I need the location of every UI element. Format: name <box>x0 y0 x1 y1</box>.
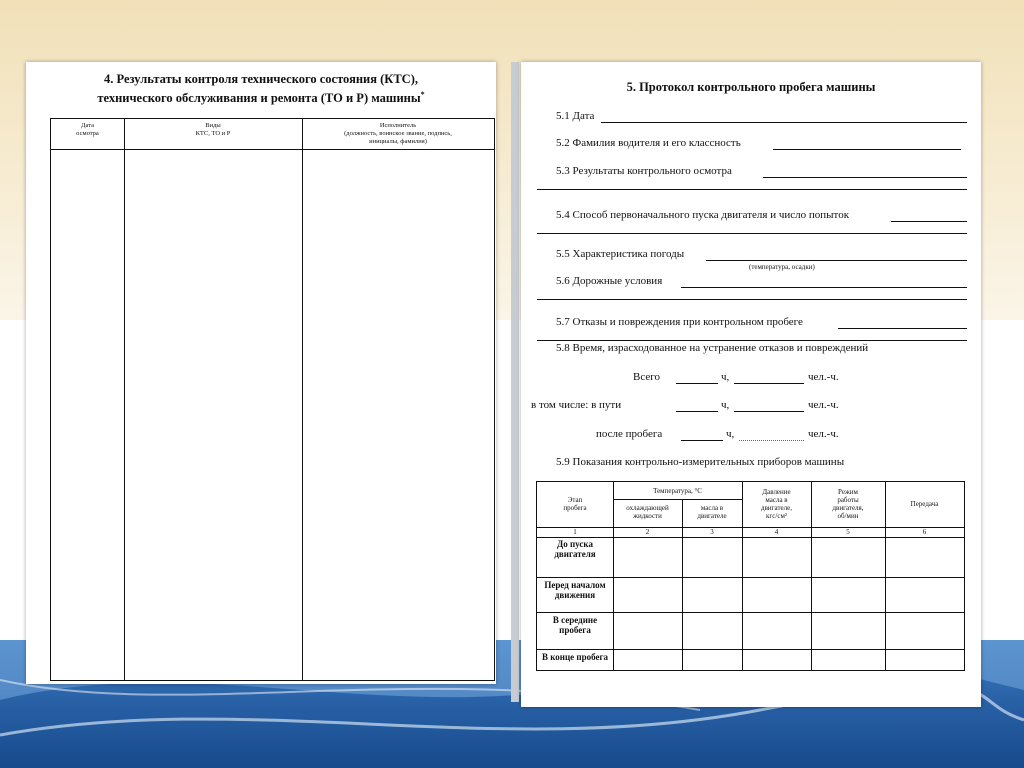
item-5-2: 5.2 Фамилия водителя и его классность <box>556 137 741 149</box>
row-end-run: В конце пробега <box>541 652 609 662</box>
header-oil-temp: масла в двигателе <box>697 504 727 520</box>
item-5-1: 5.1 Дата <box>556 110 595 122</box>
item-5-8: 5.8 Время, израсходованное на устранение отказов и повреждений <box>556 342 869 354</box>
item-5-9: 5.9 Показания контрольно-измерительных приборов машины <box>556 456 845 468</box>
item-5-7: 5.7 Отказы и повреждения при контрольном пробеге <box>556 316 803 328</box>
page-divider <box>511 62 519 702</box>
item-5-6: 5.6 Дорожные условия <box>556 275 663 287</box>
header-inspection-kind: Виды КТС, ТО и Р <box>195 122 231 137</box>
right-page-title: 5. Протокол контрольного пробега машины <box>626 80 876 94</box>
time-after-label: после пробега <box>596 428 663 440</box>
header-inspection-date: Дата осмотра <box>76 122 99 137</box>
item-5-5: 5.5 Характеристика погоды <box>556 248 685 260</box>
header-performer: Исполнитель (должность, воинское звание, подпись, инициалы, фамилия) <box>344 122 452 145</box>
header-stage: Этап пробега <box>563 496 587 512</box>
row-mid-run: В середине пробега <box>552 615 598 635</box>
time-inway-label: в том числе: в пути <box>531 399 622 411</box>
row-before-start: До пуска двигателя <box>554 539 596 559</box>
left-page-title: 4. Результаты контроля технического состояния (КТС), технического обслуживания и ремонта (ТО и Р) машины* <box>97 72 425 106</box>
instruments-table: Этап пробега Температура, °С охлаждающей жидкости масла в двигателе Давление масла в двигателе, кгс/см² Режим работы двигателя, об/мин Передача 1 2 3 4 5 6 До пуска двигателя Перед началом движения В середине пробега В конце пробега <box>536 481 965 671</box>
item-5-3: 5.3 Результаты контрольного осмотра <box>556 165 732 177</box>
header-gear: Передача <box>910 500 939 508</box>
document-page-right: 5. Протокол контрольного пробега машины 5.1 Дата 5.2 Фамилия водителя и его классность 5.3 Результаты контрольного осмотра 5.4 Способ первоначального пуска двигателя и число попыток 5.5 Характеристика погоды (температура, осадки) 5.6 Дорожные условия 5.7 Отказы и повреждения при контрольном пробеге 5.8 Время, израсходованное на устранение отказов и повреждений Всего ч, чел.-ч. в том числе: в пути ч, чел.-ч. после пробега ч, чел.-ч. 5.9 Показания контрольно-измерительных приборов машины Этап пробега Температура, °С охлаждающей жидкости масла в двигателе Давление масла в двигателе, кгс/см² Режим работы двигателя, об/мин Передача 1 2 3 4 5 6 До пуска двигателя Перед началом движения В середине пробега В конце пробега <box>521 62 981 707</box>
header-oil-pressure: Давление масла в двигателе, кгс/см² <box>761 488 792 520</box>
item-5-4: 5.4 Способ первоначального пуска двигателя и число попыток <box>556 209 850 221</box>
row-before-motion: Перед началом движения <box>544 580 606 600</box>
document-page-left <box>26 62 496 684</box>
header-temperature: Температура, °С <box>653 487 702 495</box>
header-engine-mode: Режим работы двигателя, об/мин <box>832 488 864 520</box>
weather-note: (температура, осадки) <box>749 263 815 271</box>
inspection-results-table <box>50 118 495 681</box>
time-total-label: Всего <box>633 371 660 383</box>
header-coolant: охлаждающей жидкости <box>626 504 669 520</box>
